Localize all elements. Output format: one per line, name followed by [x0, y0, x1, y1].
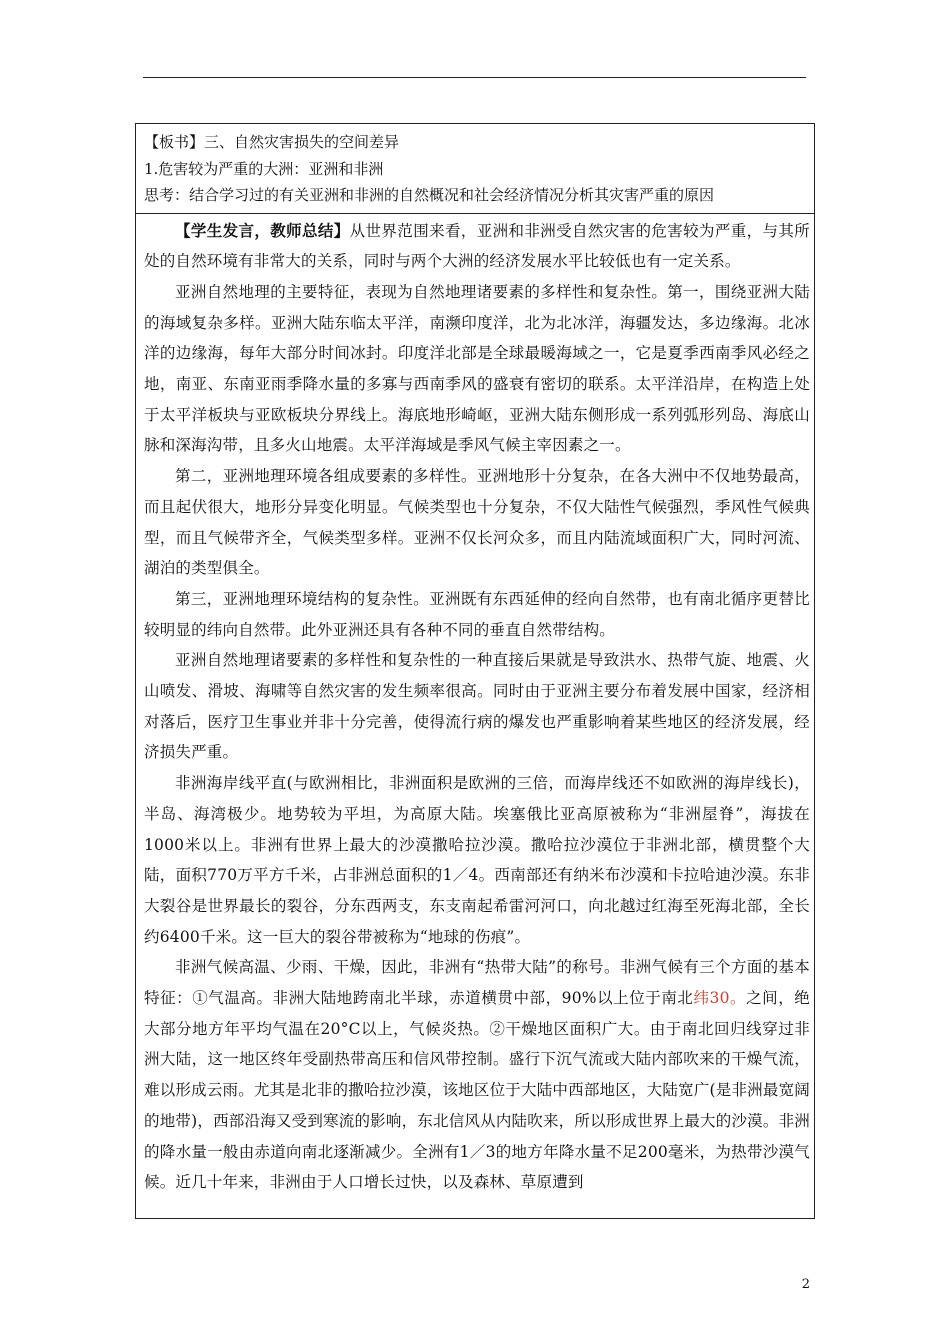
header-rule — [143, 77, 806, 78]
summary-heading: 【学生发言，教师总结】 — [175, 220, 350, 240]
paragraph-africa-terrain: 非洲海岸线平直(与欧洲相比，非洲面积是欧洲的三倍，而海岸线还不如欧洲的海岸线长)，半岛、海湾极少。地势较为平坦，为高原大陆。埃塞俄比亚高原被称为“非洲屋脊”，海拔在1000米以上。非洲有世界上最大的沙漠撒哈拉沙漠。撒哈拉沙漠位于非洲北部，横贯整个大陆，面积770万平方千米，占非洲总面积的1／4。西南部还有纳米布沙漠和卡拉哈迪沙漠。东非大裂谷是世界最长的裂谷，分东西两支，东支南起希雷河河口，向北越过红海至死海北部，全长约6400千米。这一巨大的裂谷带被称为“地球的伤痕”。 — [144, 774, 810, 946]
board-question: 思考：结合学习过的有关亚洲和非洲的自然概况和社会经济情况分析其灾害严重的原因 — [144, 186, 715, 204]
summary-text: 从世界范围来看，亚洲和非洲受自然灾害的危害较为严重，与其所处的自然环境有非常大的关系，同时与两个大洲的经济发展水平比较低也有一定关系。 — [144, 221, 810, 271]
paragraph-africa-climate — [144, 952, 810, 1198]
board-notes-cell — [136, 124, 814, 214]
discussion-cell — [136, 214, 814, 1218]
paragraph-asia-seas: 亚洲自然地理的主要特征，表现为自然地理诸要素的多样性和复杂性。第一，围绕亚洲大陆的海域复杂多样。亚洲大陆东临太平洋，南濒印度洋，北为北冰洋，海疆发达，多边缘海。北冰洋的边缘海，每年大部分时间冰封。印度洋北部是全球最暖海域之一，它是夏季西南季风必经之地，南亚、东南亚雨季降水量的多寡与西南季风的盛衰有密切的联系。太平洋沿岸，在构造上处于太平洋板块与亚欧板块分界线上。海底地形崎岖，亚洲大陆东侧形成一系列弧形列岛、海底山脉和深海沟带，且多火山地震。太平洋海域是季风气候主宰因素之一。 — [144, 282, 810, 455]
climate-text-b: 之间，绝大部分地方年平均气温在20°C以上，气候炎热。②干燥地区面积广大。由于南北回归线穿过非洲大陆，这一地区终年受副热带高压和信风带控制。盛行下沉气流或大陆内部吹来的干燥气流，难以形成云雨。尤其是北非的撒哈拉沙漠，该地区位于大陆中西部地区，大陆宽广(是非洲最宽阔的地带)，西部沿海又受到寒流的影响，东北信风从内陆吹来，所以形成世界上最大的沙漠。非洲的降水量一般由赤道向南北逐渐减少。全洲有1／3的地方年降水量不足200毫米，为热带沙漠气候。近几十年来，非洲由于人口增长过快，以及森林、草原遭到 — [144, 989, 810, 1192]
paragraph-asia-elements: 第二，亚洲地理环境各组成要素的多样性。亚洲地形十分复杂，在各大洲中不仅地势最高，而且起伏很大，地形分异变化明显。气候类型也十分复杂，不仅大陆性气候强烈，季风性气候典型，而且气候带齐全，气候类型多样。亚洲不仅长河众多，而且内陆流域面积广大，同时河流、湖泊的类型俱全。 — [144, 467, 810, 578]
page-number: 2 — [801, 1277, 810, 1292]
paragraph-asia-disasters: 亚洲自然地理诸要素的多样性和复杂性的一种直接后果就是导致洪水、热带气旋、地震、火山喷发、滑坡、海啸等自然灾害的发生频率很高。同时由于亚洲主要分布着发展中国家，经济相对落后，医疗卫生事业并非十分完善，使得流行病的爆发也严重影响着某些地区的经济发展，经济损失严重。 — [144, 651, 810, 762]
board-title: 【板书】三、自然灾害损失的空间差异 — [144, 133, 400, 151]
content-table — [135, 123, 815, 1219]
paragraph-summary — [144, 216, 810, 277]
board-point-1: 1.危害较为严重的大洲：亚洲和非洲 — [144, 159, 384, 178]
latitude-highlight: 纬30。 — [693, 989, 747, 1008]
climate-text-a: 非洲气候高温、少雨、干燥，因此，非洲有“热带大陆”的称号。非洲气候有三个方面的基本特征：①气温高。非洲大陆地跨南北半球，赤道横贯中部，90%以上位于南北 — [144, 958, 810, 1008]
paragraph-asia-structure: 第三，亚洲地理环境结构的复杂性。亚洲既有东西延伸的经向自然带，也有南北循序更替比较明显的纬向自然带。此外亚洲还具有各种不同的垂直自然带结构。 — [144, 589, 810, 639]
